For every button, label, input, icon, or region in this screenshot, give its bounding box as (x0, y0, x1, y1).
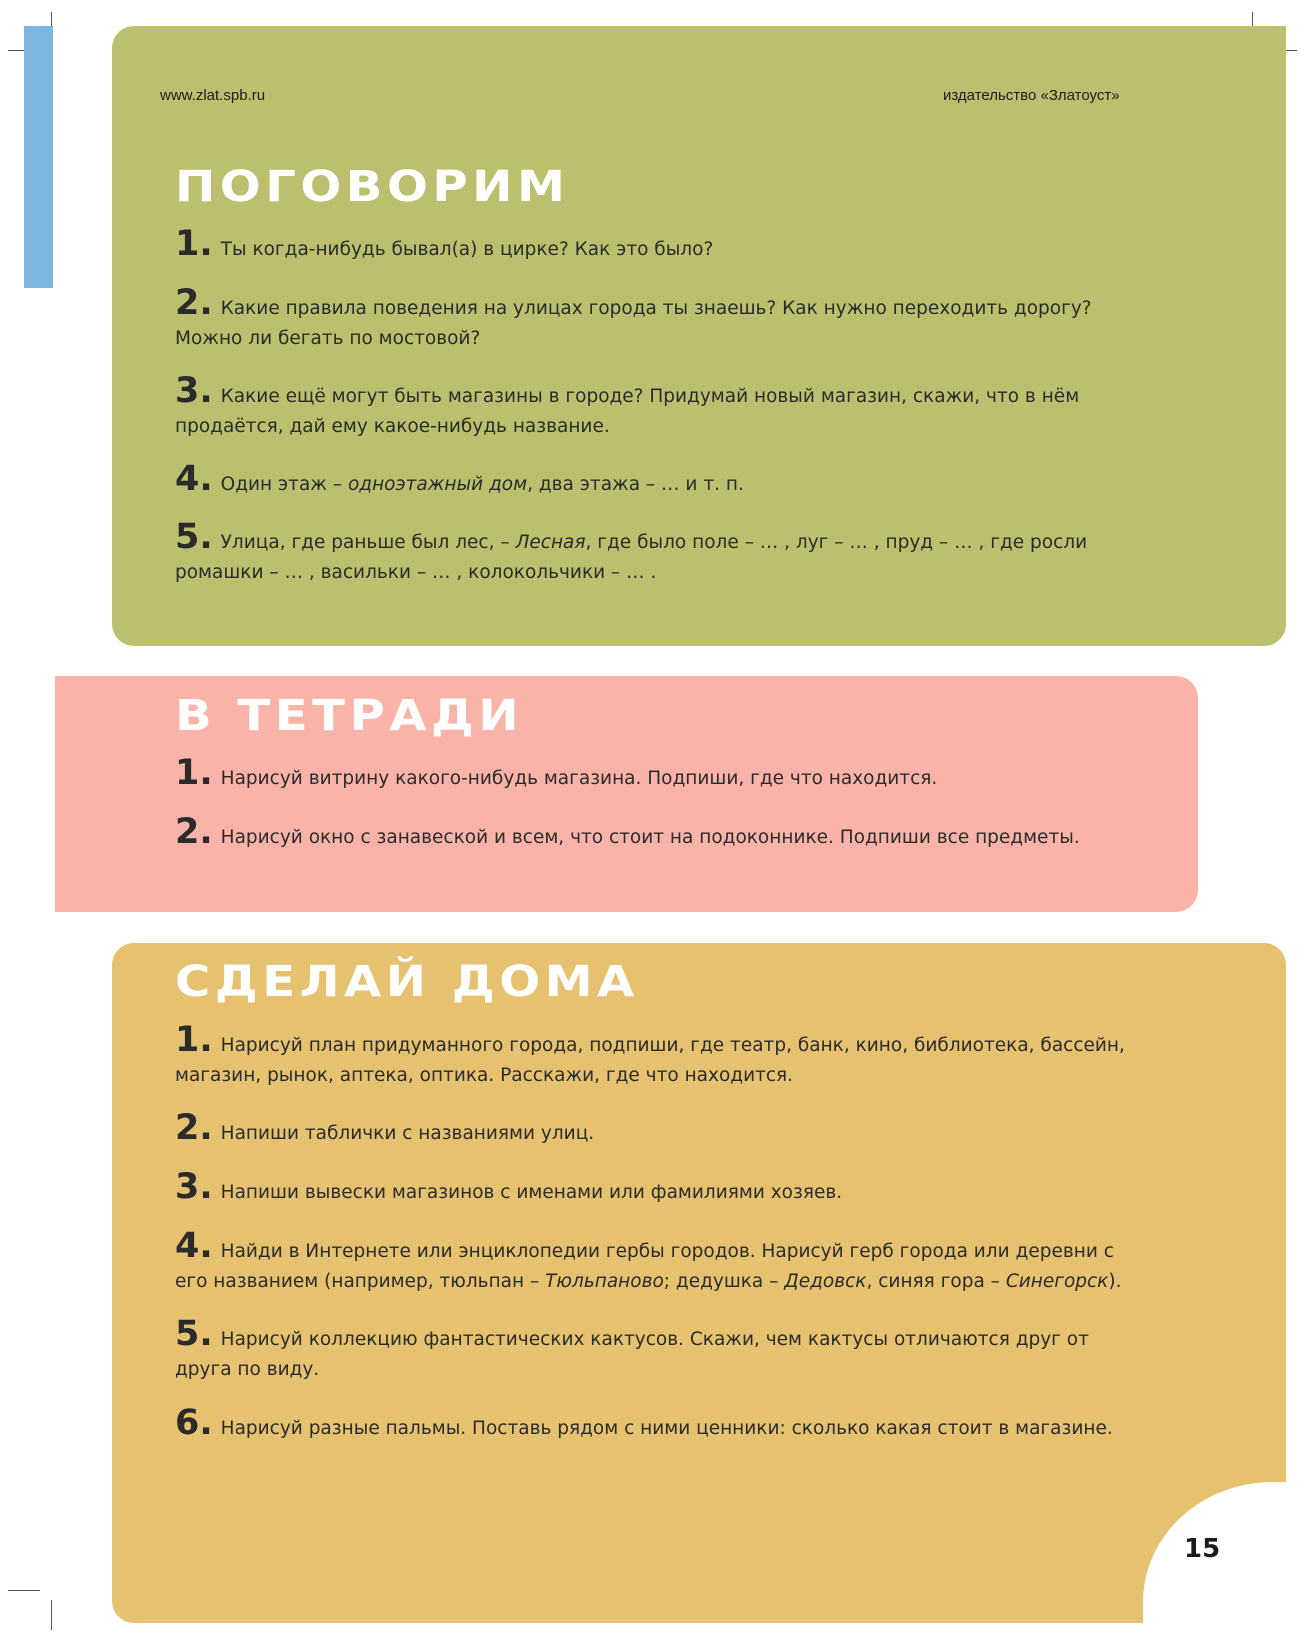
item-text: Напиши вывески магазинов с именами или фамилиями хозяев. (220, 1182, 843, 1203)
item-number: 1. (175, 753, 213, 793)
talk-item (175, 224, 1135, 265)
item-text: ). (1108, 1271, 1122, 1292)
item-text-italic: Дедовск (784, 1271, 867, 1292)
item-text: Найди в Интернете или энциклопедии гербы городов. Нарисуй герб города или деревни с его названием (например, тюльпан – (175, 1241, 1114, 1292)
item-number: 4. (175, 1226, 213, 1266)
item-number: 5. (175, 517, 213, 557)
item-text-italic: Синегорск (1005, 1271, 1109, 1292)
item-text: ; дедушка – (663, 1271, 785, 1292)
page-number: 15 (1184, 1534, 1221, 1564)
notebook-section-title: В ТЕТРАДИ (175, 691, 524, 741)
item-text: Нарисуй витрину какого-нибудь магазина. Подпиши, где что находится. (220, 768, 938, 789)
item-number: 3. (175, 371, 213, 411)
item-text: Нарисуй окно с занавеской и всем, что стоит на подоконнике. Подпиши все предметы. (220, 827, 1080, 848)
item-text-italic: одноэтажный дом (347, 474, 528, 495)
item-text: Нарисуй коллекцию фантастических кактусов. Скажи, чем кактусы отличаются друг от друга по виду. (175, 1329, 1089, 1380)
item-number: 1. (175, 1020, 213, 1060)
notebook-item (175, 753, 1135, 794)
item-number: 4. (175, 459, 213, 499)
item-number: 3. (175, 1167, 213, 1207)
item-number: 5. (175, 1314, 213, 1354)
talk-item (175, 283, 1135, 354)
home-item (175, 1108, 1135, 1149)
item-text: Один этаж – (220, 474, 348, 495)
crop-mark (51, 1600, 52, 1630)
item-text: Нарисуй план придуманного города, подпиши, где театр, банк, кино, библиотека, бассейн, магазин, рынок, аптека, оптика. Расскажи, где что находится. (175, 1035, 1125, 1086)
item-number: 2. (175, 1108, 213, 1148)
item-number: 6. (175, 1403, 213, 1443)
notebook-item (175, 812, 1135, 853)
item-text-italic: Лесная (515, 532, 586, 553)
crop-mark (8, 1590, 40, 1591)
item-text: Какие ещё могут быть магазины в городе? Придумай новый магазин, скажи, что в нём продаётся, дай ему какое-нибудь название. (175, 386, 1080, 437)
publisher-name: издательство «Златоуст» (943, 87, 1120, 104)
item-text-italic: Тюльпаново (545, 1271, 664, 1292)
home-item (175, 1020, 1135, 1091)
item-number: 2. (175, 812, 213, 852)
home-item (175, 1226, 1135, 1297)
home-section-title: СДЕЛАЙ ДОМА (175, 957, 639, 1007)
home-item (175, 1403, 1135, 1444)
item-text: Нарисуй разные пальмы. Поставь рядом с ними ценники: сколько какая стоит в магазине. (220, 1418, 1113, 1439)
item-number: 1. (175, 224, 213, 264)
talk-item (175, 459, 1135, 500)
item-text: , где было поле – … , луг – … , пруд – … , где росли ромашки – … , васильки – … , колокольчики – … . (175, 532, 1088, 583)
home-item (175, 1314, 1135, 1385)
talk-section-title: ПОГОВОРИМ (175, 162, 570, 212)
talk-item (175, 371, 1135, 442)
item-text: Улица, где раньше был лес, – (220, 532, 516, 553)
item-text: , два этажа – … и т. п. (527, 474, 744, 495)
site-url: www.zlat.spb.ru (160, 87, 266, 104)
item-text: Напиши таблички с названиями улиц. (220, 1123, 595, 1144)
item-number: 2. (175, 283, 213, 323)
item-text: Какие правила поведения на улицах города ты знаешь? Как нужно переходить дорогу? Можно ли бегать по мостовой? (175, 298, 1092, 349)
side-color-tab (24, 26, 53, 288)
item-text: , синяя гора – (866, 1271, 1006, 1292)
item-text: Ты когда-нибудь бывал(а) в цирке? Как это было? (220, 239, 714, 260)
home-item (175, 1167, 1135, 1208)
talk-item (175, 517, 1135, 588)
